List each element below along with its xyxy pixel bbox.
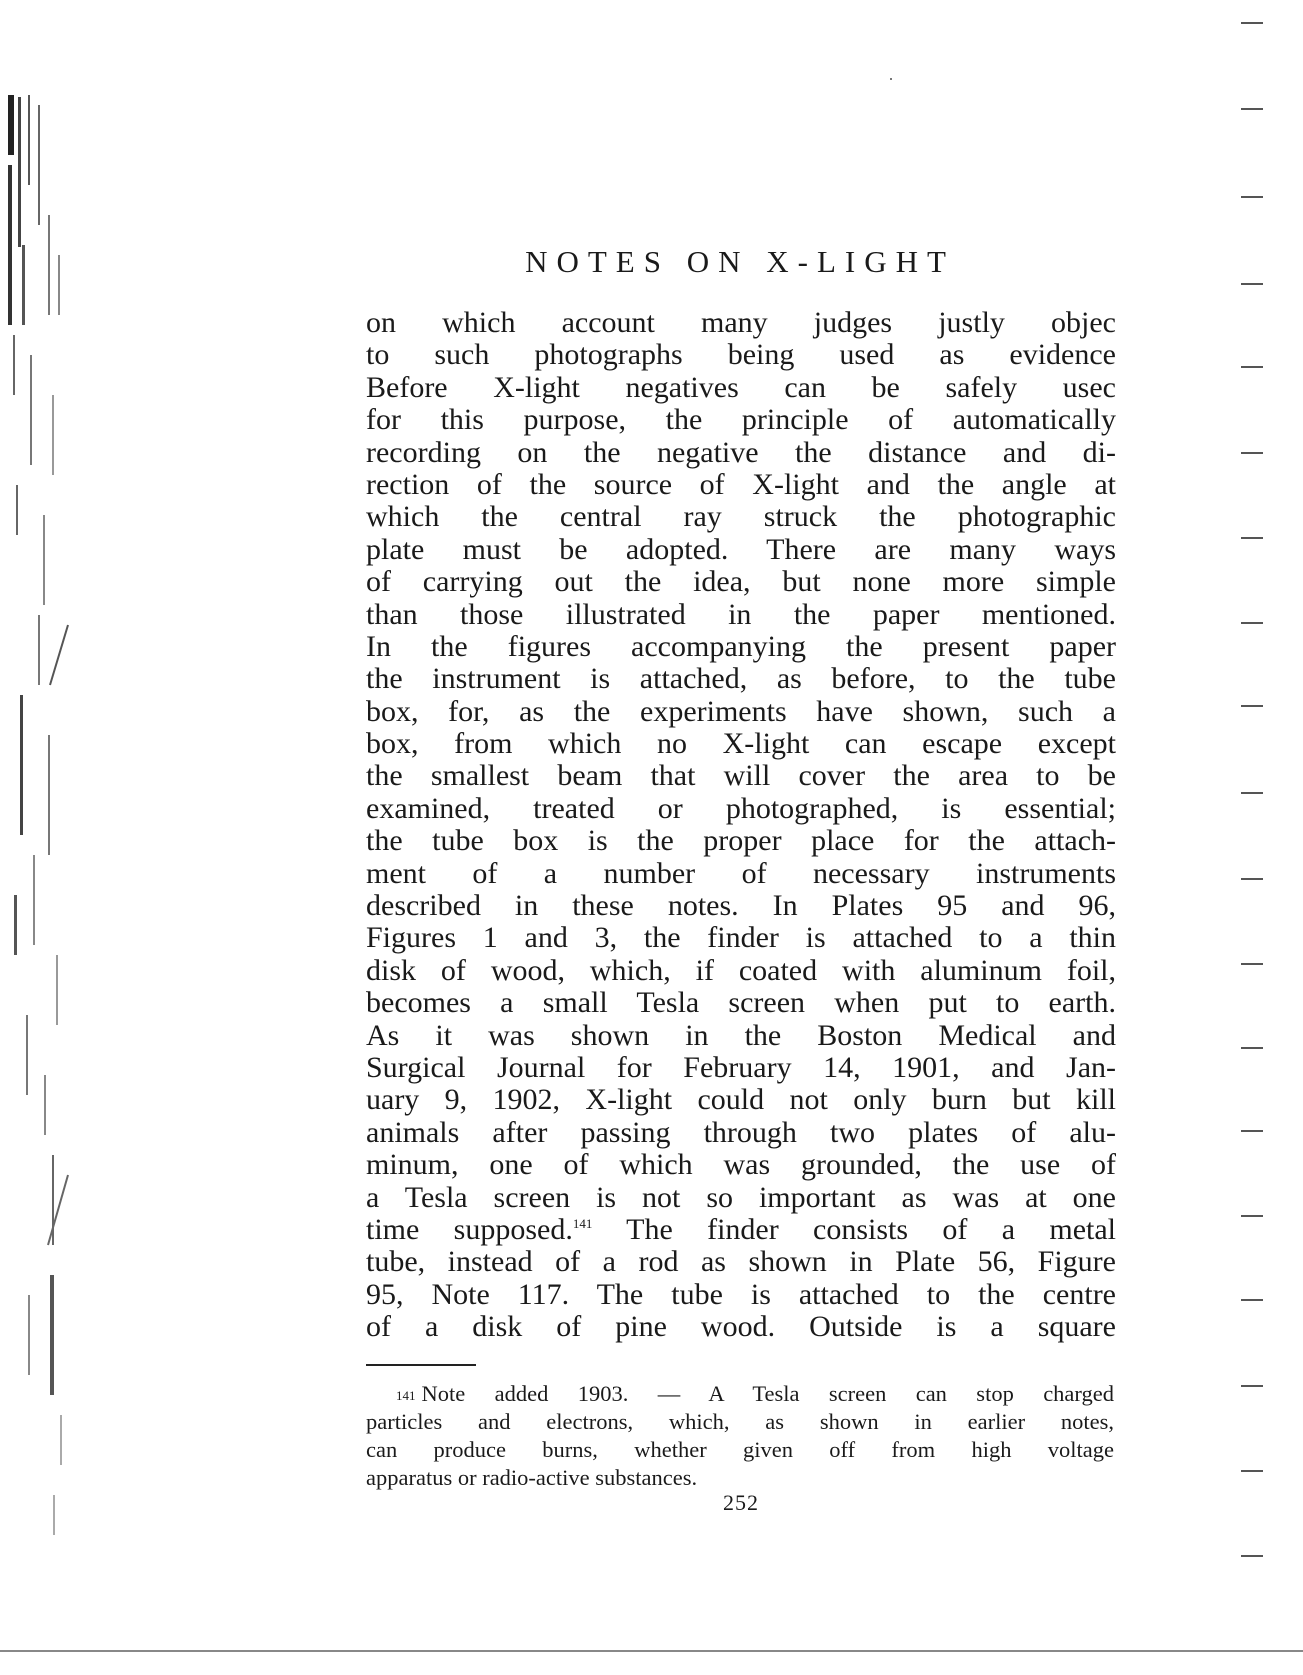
text-line: box, for, as the experiments have shown, such a xyxy=(366,695,1116,728)
text-line: disk of wood, which, if coated with aluminum foil, xyxy=(366,954,1116,987)
text-line: on which account many judges justly objec xyxy=(366,307,1116,339)
text-fragment: The finder consists of a metal xyxy=(592,1213,1116,1246)
text-line: Figures 1 and 3, the finder is attached to a thin xyxy=(366,922,1116,955)
text-line: Surgical Journal for February 14, 1901, and Jan- xyxy=(366,1051,1116,1084)
body-text xyxy=(366,307,1116,1344)
text-line: examined, treated or photographed, is essential; xyxy=(366,792,1116,825)
text-line: of a disk of pine wood. Outside is a square xyxy=(366,1311,1116,1344)
text-line: for this purpose, the principle of automatically xyxy=(366,404,1116,437)
text-line: becomes a small Tesla screen when put to earth. xyxy=(366,987,1116,1020)
text-fragment: time supposed. xyxy=(366,1213,573,1246)
footnote-reference: 141 xyxy=(572,1215,593,1231)
footnote-rule xyxy=(366,1364,476,1366)
text-line: which the central ray struck the photographic xyxy=(366,501,1116,534)
text-line: the instrument is attached, as before, to the tube xyxy=(366,663,1116,696)
text-line-with-footnote-ref xyxy=(366,1214,1116,1246)
text-line: the tube box is the proper place for the attach- xyxy=(366,825,1116,858)
text-line: box, from which no X-light can escape except xyxy=(366,728,1116,761)
footnote-text: Note added 1903. — A Tesla screen can stop charged xyxy=(421,1381,1114,1406)
page-number: 252 xyxy=(723,1490,759,1515)
footnote-marker: 141 xyxy=(396,1388,416,1403)
text-line: than those illustrated in the paper mentioned. xyxy=(366,598,1116,631)
text-line: plate must be adopted. There are many ways xyxy=(366,533,1116,566)
text-line: the smallest beam that will cover the area to be xyxy=(366,760,1116,793)
footnote-line xyxy=(366,1380,1114,1408)
text-line: 95, Note 117. The tube is attached to the centre xyxy=(366,1278,1116,1311)
footnote-line: particles and electrons, which, as shown in earlier notes, xyxy=(366,1409,1114,1434)
text-line: a Tesla screen is not so important as was at one xyxy=(366,1181,1116,1214)
text-line: minum, one of which was grounded, the use of xyxy=(366,1149,1116,1182)
text-line: In the figures accompanying the present paper xyxy=(366,630,1116,663)
text-line: animals after passing through two plates of alu- xyxy=(366,1116,1116,1149)
scan-edge-marks xyxy=(1233,0,1263,1675)
scan-speck xyxy=(890,78,892,80)
scan-binding-edge xyxy=(8,95,78,1565)
scan-bottom-edge xyxy=(0,1650,1303,1652)
text-line: described in these notes. In Plates 95 and 96, xyxy=(366,890,1116,923)
text-line: recording on the negative the distance and di- xyxy=(366,436,1116,469)
text-line: tube, instead of a rod as shown in Plate 56, Figure xyxy=(366,1246,1116,1279)
text-line: As it was shown in the Boston Medical and xyxy=(366,1019,1116,1052)
text-line: ment of a number of necessary instruments xyxy=(366,857,1116,890)
text-line: of carrying out the idea, but none more simple xyxy=(366,566,1116,599)
footnote xyxy=(366,1380,1114,1492)
footnote-line: apparatus or radio-active substances. xyxy=(366,1465,698,1490)
footnote-line: can produce burns, whether given off from high voltage xyxy=(366,1437,1114,1462)
text-line: to such photographs being used as evidence xyxy=(366,339,1116,372)
text-line: rection of the source of X-light and the angle at xyxy=(366,468,1116,501)
text-line: uary 9, 1902, X-light could not only burn but kill xyxy=(366,1084,1116,1117)
text-line: Before X-light negatives can be safely usec xyxy=(366,371,1116,404)
running-head: NOTES ON X-LIGHT xyxy=(525,244,955,279)
